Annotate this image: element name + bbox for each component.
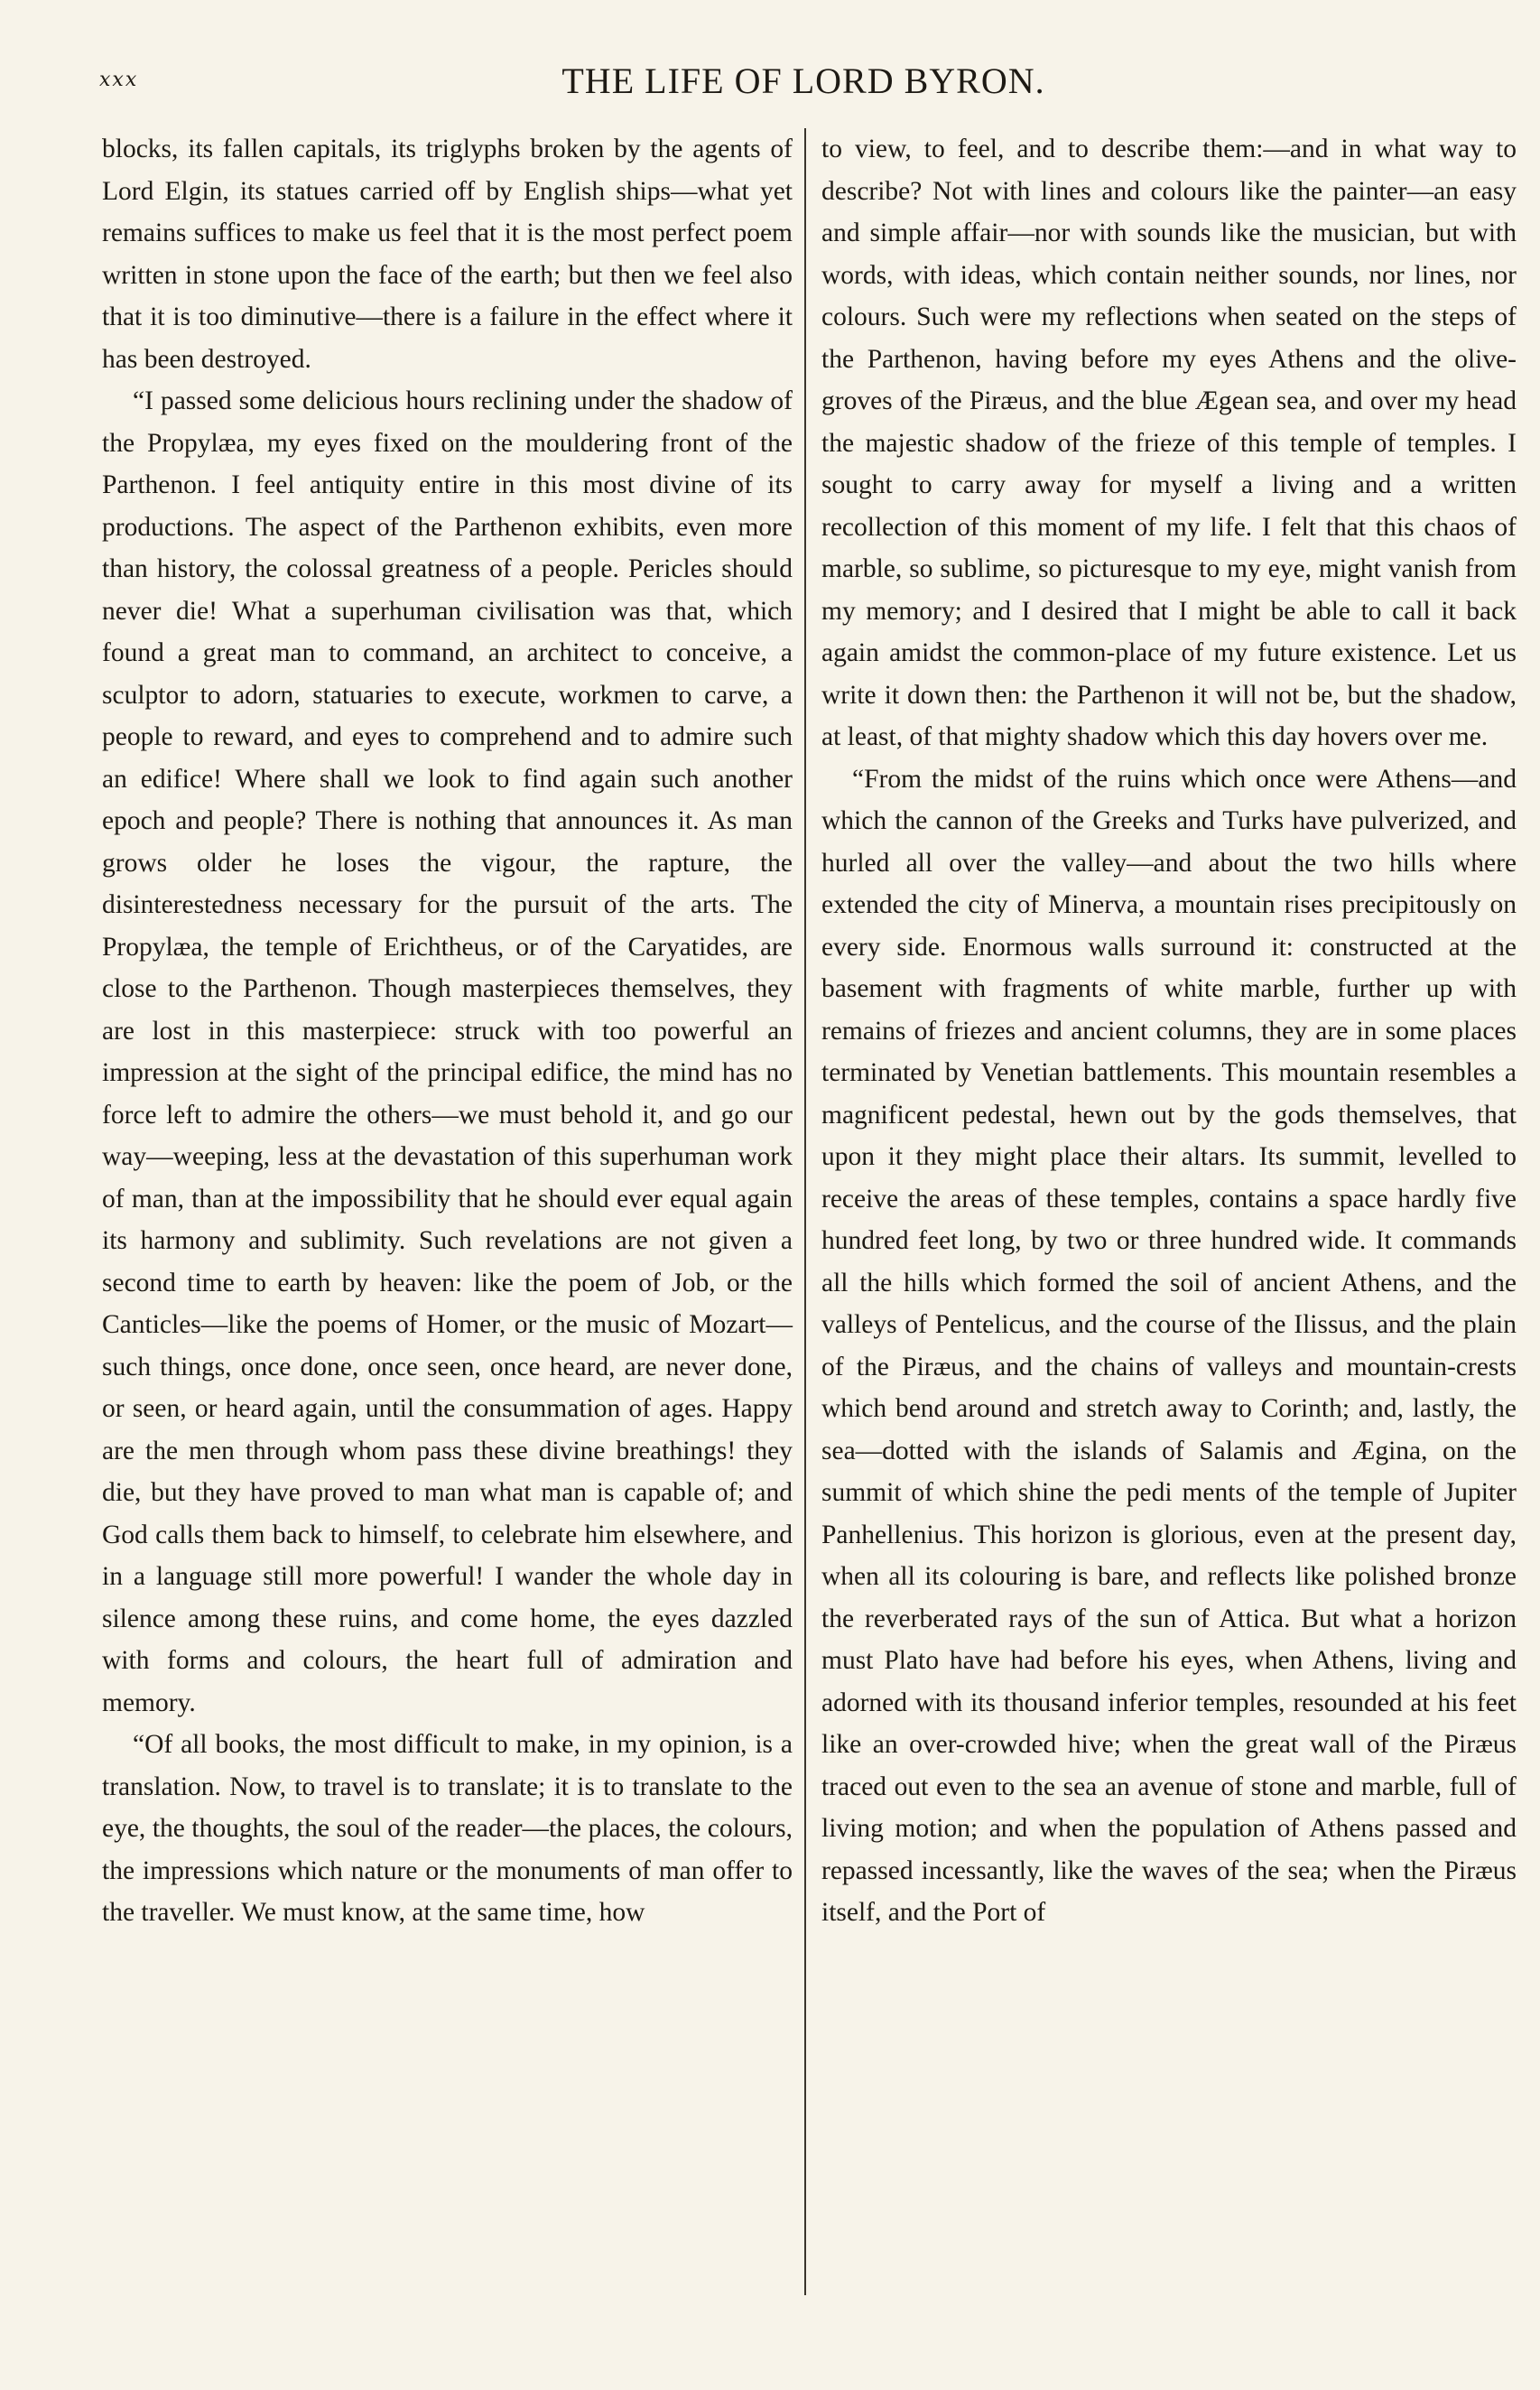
paragraph: “From the midst of the ruins which once were Athens—and which the cannon of the Greeks and Turks have pulverized, and hurled all over the valley—and about the two hills where extended the city of Minerva, a mountain rises precipitously on every side. Enormous walls surround it: constructed at the basement with fragments of white marble, further up with remains of friezes and ancient columns, they are in some places terminated by Venetian battlements. This mountain resembles a magnificent pedestal, hewn out by the gods themselves, that upon it they might place their altars. Its summit, levelled to receive the areas of these temples, contains a space hardly five hundred feet long, by two or three hundred wide. It commands all the hills which formed the soil of ancient Athens, and the valleys of Pentelicus, and the course of the Ilissus, and the plain of the Piræus, and the chains of valleys and mountain-crests which bend around and stretch away to Corinth; and, lastly, the sea—dotted with the islands of Salamis and Ægina, on the summit of which shine the pedi ments of the temple of Jupiter Panhellenius. This horizon is glorious, even at the present day, when all its colouring is bare, and reflects like polished bronze the reverberated rays of the sun of Attica. But what a horizon must Plato have had before his eyes, when Athens, living and adorned with its thousand inferior temples, resounded at his feet like an over-crowded hive; when the great wall of the Piræus traced out even to the sea an avenue of stone and marble, full of living motion; and when the population of Athens passed and repassed incessantly, like the waves of the sea; when the Piræus itself, and the Port of xyxy=(821,764,1517,1927)
paragraph: “Of all books, the most difficult to make, in my opinion, is a translation. Now, to travel is to translate; it is to translate to the eye, the thoughts, the soul of the reader—the places, the colours, the impressions which nature or the monuments of man offer to the traveller. We must know, at the same time, how xyxy=(102,1730,793,1927)
paragraph: to view, to feel, and to describe them:—and in what way to describe? Not with lines and colours like the painter—an easy and simple affair—nor with sounds like the musician, but with words, with ideas, which contain neither sounds, nor lines, nor colours. Such were my reflections when seated on the steps of the Parthenon, having before my eyes Athens and the olive-groves of the Piræus, and the blue Ægean sea, and over my head the majestic shadow of the frieze of this temple of temples. I sought to carry away for myself a living and a written recollection of this moment of my life. I felt that this chaos of marble, so sublime, so picturesque to my eye, might vanish from my memory; and I desired that I might be able to call it back again amidst the common-place of my future existence. Let us write it down then: the Parthenon it will not be, but the shadow, at least, of that mighty shadow which this day hovers over me. xyxy=(821,135,1517,751)
right-column xyxy=(821,128,1517,1934)
paragraph: “I passed some delicious hours reclining under the shadow of the Propylæa, my eyes fixed on the mouldering front of the Parthenon. I feel antiquity entire in this most divine of its productions. The aspect of the Parthenon exhibits, even more than history, the colossal greatness of a people. Pericles should never die! What a superhuman civilisation was that, which found a great man to command, an architect to conceive, a sculptor to adorn, statuaries to execute, workmen to carve, a people to reward, and eyes to comprehend and to admire such an edifice! Where shall we look to find again such another epoch and people? There is nothing that announces it. As man grows older he loses the vigour, the rapture, the disinterestedness necessary for the pursuit of the arts. The Propylæa, the temple of Erichtheus, or of the Caryatides, are close to the Parthenon. Though masterpieces themselves, they are lost in this masterpiece: struck with too powerful an impression at the sight of the principal edifice, the mind has no force left to admire the others—we must behold it, and go our way—weeping, less at the devastation of this superhuman work of man, than at the impossibility that he should ever equal again its harmony and sublimity. Such revelations are not given a second time to earth by heaven: like the poem of Job, or the Canticles—like the poems of Homer, or the music of Mozart—such things, once done, once seen, once heard, are never done, or seen, or heard again, until the consummation of ages. Happy are the men through whom pass these divine breathings! they die, but they have proved to man what man is capable of; and God calls them back to himself, to celebrate him elsewhere, and in a language still more powerful! I wander the whole day in silence among these ruins, and come home, the eyes dazzled with forms and colours, the heart full of admiration and memory. xyxy=(102,386,793,1717)
running-head: THE LIFE OF LORD BYRON. xyxy=(561,60,1045,101)
column-divider xyxy=(804,128,806,2295)
paragraph: blocks, its fallen capitals, its triglyphs broken by the agents of Lord Elgin, its statues carried off by English ships—what yet remains suffices to make us feel that it is the most perfect poem written in stone upon the face of the earth; but then we feel also that it is too diminutive—there is a failure in the effect where it has been destroyed. xyxy=(102,135,793,374)
page-header xyxy=(99,60,1508,110)
page-number: xxx xyxy=(99,69,139,91)
left-column xyxy=(102,128,793,1934)
